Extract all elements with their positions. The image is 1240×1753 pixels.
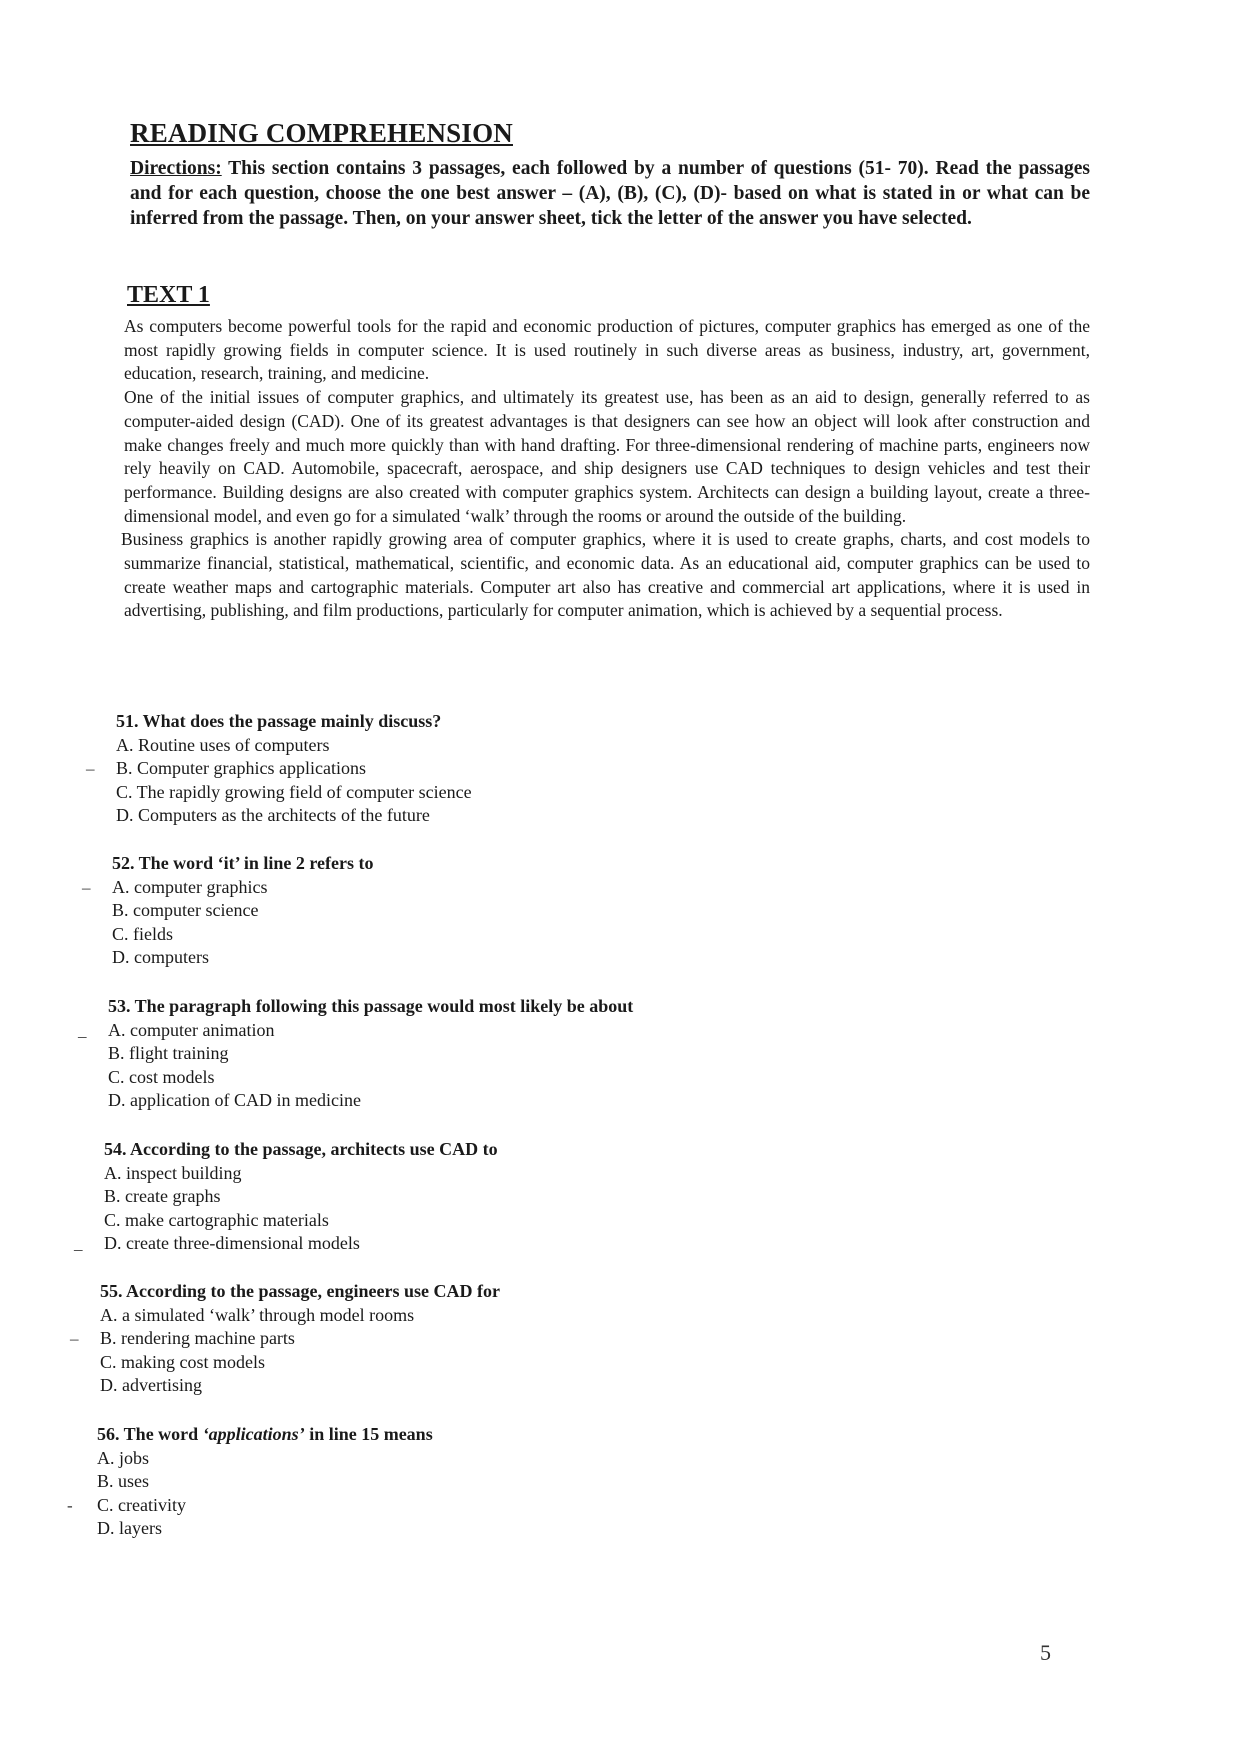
- question-54: [74, 1138, 498, 1256]
- option-b: B. uses: [97, 1471, 150, 1492]
- option-b: [86, 757, 472, 781]
- option-a: A. a simulated ‘walk’ through model rooms: [100, 1304, 415, 1325]
- option-a: A. Routine uses of computers: [116, 734, 330, 755]
- question-stem-start: 56. The word: [97, 1424, 203, 1444]
- option-a: A. jobs: [97, 1447, 150, 1468]
- passage-paragraph-3: Business graphics is another rapidly growing area of computer graphics, where it is used to create graphs, charts, and cost models to summarize financial, statistical, mathematical, scientific, and economic data. As an educational aid, computer graphics can be used to create weather maps and cartographic materials. Computer art also has creative and commercial art applications, where it is used in advertising, publishing, and film productions, particularly for computer animation, which is achieved by a sequential process.: [121, 529, 1090, 621]
- question-stem-italic-word: ‘applications’: [202, 1424, 305, 1444]
- question-stem: 51. What does the passage mainly discuss?: [116, 711, 442, 731]
- option-b: B. flight training: [108, 1043, 229, 1064]
- question-52: [82, 852, 374, 970]
- option-b: [70, 1327, 500, 1351]
- option-a: [78, 1019, 633, 1043]
- directions: [130, 156, 1090, 231]
- question-stem: 55. According to the passage, engineers use CAD for: [100, 1281, 500, 1301]
- option-d: D. advertising: [100, 1375, 202, 1396]
- option-d: D. layers: [97, 1518, 162, 1539]
- option-c-text: C. creativity: [97, 1494, 186, 1515]
- option-d: D. application of CAD in medicine: [108, 1090, 361, 1111]
- answer-tick-mark: _: [78, 1020, 87, 1040]
- directions-text: This section contains 3 passages, each followed by a number of questions (51- 70). Read the passages and for each question, choose the one best answer – (A), (B), (C), (D)- based on what is stated in or what can be inferred from the passage. Then, on your answer sheet, tick the letter of the answer you have selected.: [130, 158, 1090, 229]
- answer-tick-mark: –: [70, 1329, 79, 1349]
- option-b-text: B. Computer graphics applications: [116, 758, 366, 779]
- passage-paragraph-2: One of the initial issues of computer graphics, and ultimately its greatest use, has been as an aid to design, generally referred to as computer-aided design (CAD). One of its greatest advantages is that designers can see how an object will look after construction and make changes freely and much more quickly than with hand drafting. For three-dimensional rendering of machine parts, engineers now rely heavily on CAD. Automobile, spacecraft, aerospace, and ship designers use CAD techniques to design vehicles and test their performance. Building designs are also created with computer graphics system. Architects can design a building layout, create a three-dimensional model, and even go for a simulated ‘walk’ through the rooms or around the outside of the building.: [124, 387, 1090, 526]
- question-56: [67, 1423, 433, 1541]
- option-a-text: A. computer animation: [108, 1019, 275, 1040]
- option-d: [74, 1232, 498, 1256]
- section-title: READING COMPREHENSION: [130, 118, 513, 148]
- question-53: [78, 995, 634, 1113]
- option-a: [82, 876, 373, 900]
- answer-tick-mark: -: [67, 1495, 73, 1515]
- option-a: A. inspect building: [104, 1162, 242, 1183]
- option-c: C. making cost models: [100, 1351, 265, 1372]
- answer-tick-mark: –: [86, 759, 95, 779]
- directions-label: Directions:: [130, 158, 222, 179]
- option-b: B. computer science: [112, 900, 259, 921]
- option-c: [67, 1494, 433, 1518]
- option-d: D. computers: [112, 947, 209, 968]
- question-stem: 54. According to the passage, architects use CAD to: [104, 1139, 498, 1159]
- text-title: TEXT 1: [127, 282, 210, 308]
- question-51: [86, 710, 472, 828]
- option-a-text: A. computer graphics: [112, 876, 268, 897]
- question-stem-end: in line 15 means: [304, 1424, 433, 1444]
- question-stem: 53. The paragraph following this passage would most likely be about: [108, 996, 634, 1016]
- answer-tick-mark: _: [74, 1234, 83, 1254]
- option-d-text: D. create three-dimensional models: [104, 1233, 360, 1254]
- option-d: D. Computers as the architects of the future: [116, 805, 430, 826]
- option-c: C. cost models: [108, 1066, 215, 1087]
- option-c: C. fields: [112, 923, 173, 944]
- page-number: 5: [1040, 1640, 1051, 1665]
- question-stem: 52. The word ‘it’ in line 2 refers to: [112, 853, 374, 873]
- option-c: C. The rapidly growing field of computer science: [116, 781, 472, 802]
- question-stem: [97, 1423, 433, 1447]
- passage-paragraph-1: As computers become powerful tools for the rapid and economic production of pictures, computer graphics has emerged as one of the most rapidly growing fields in computer science. It is used routinely in such diverse areas as business, industry, art, government, education, research, training, and medicine.: [124, 316, 1090, 384]
- passage: [121, 315, 1090, 623]
- option-b-text: B. rendering machine parts: [100, 1328, 295, 1349]
- option-b: B. create graphs: [104, 1186, 221, 1207]
- option-c: C. make cartographic materials: [104, 1209, 329, 1230]
- question-55: [70, 1280, 500, 1398]
- answer-tick-mark: –: [82, 877, 91, 897]
